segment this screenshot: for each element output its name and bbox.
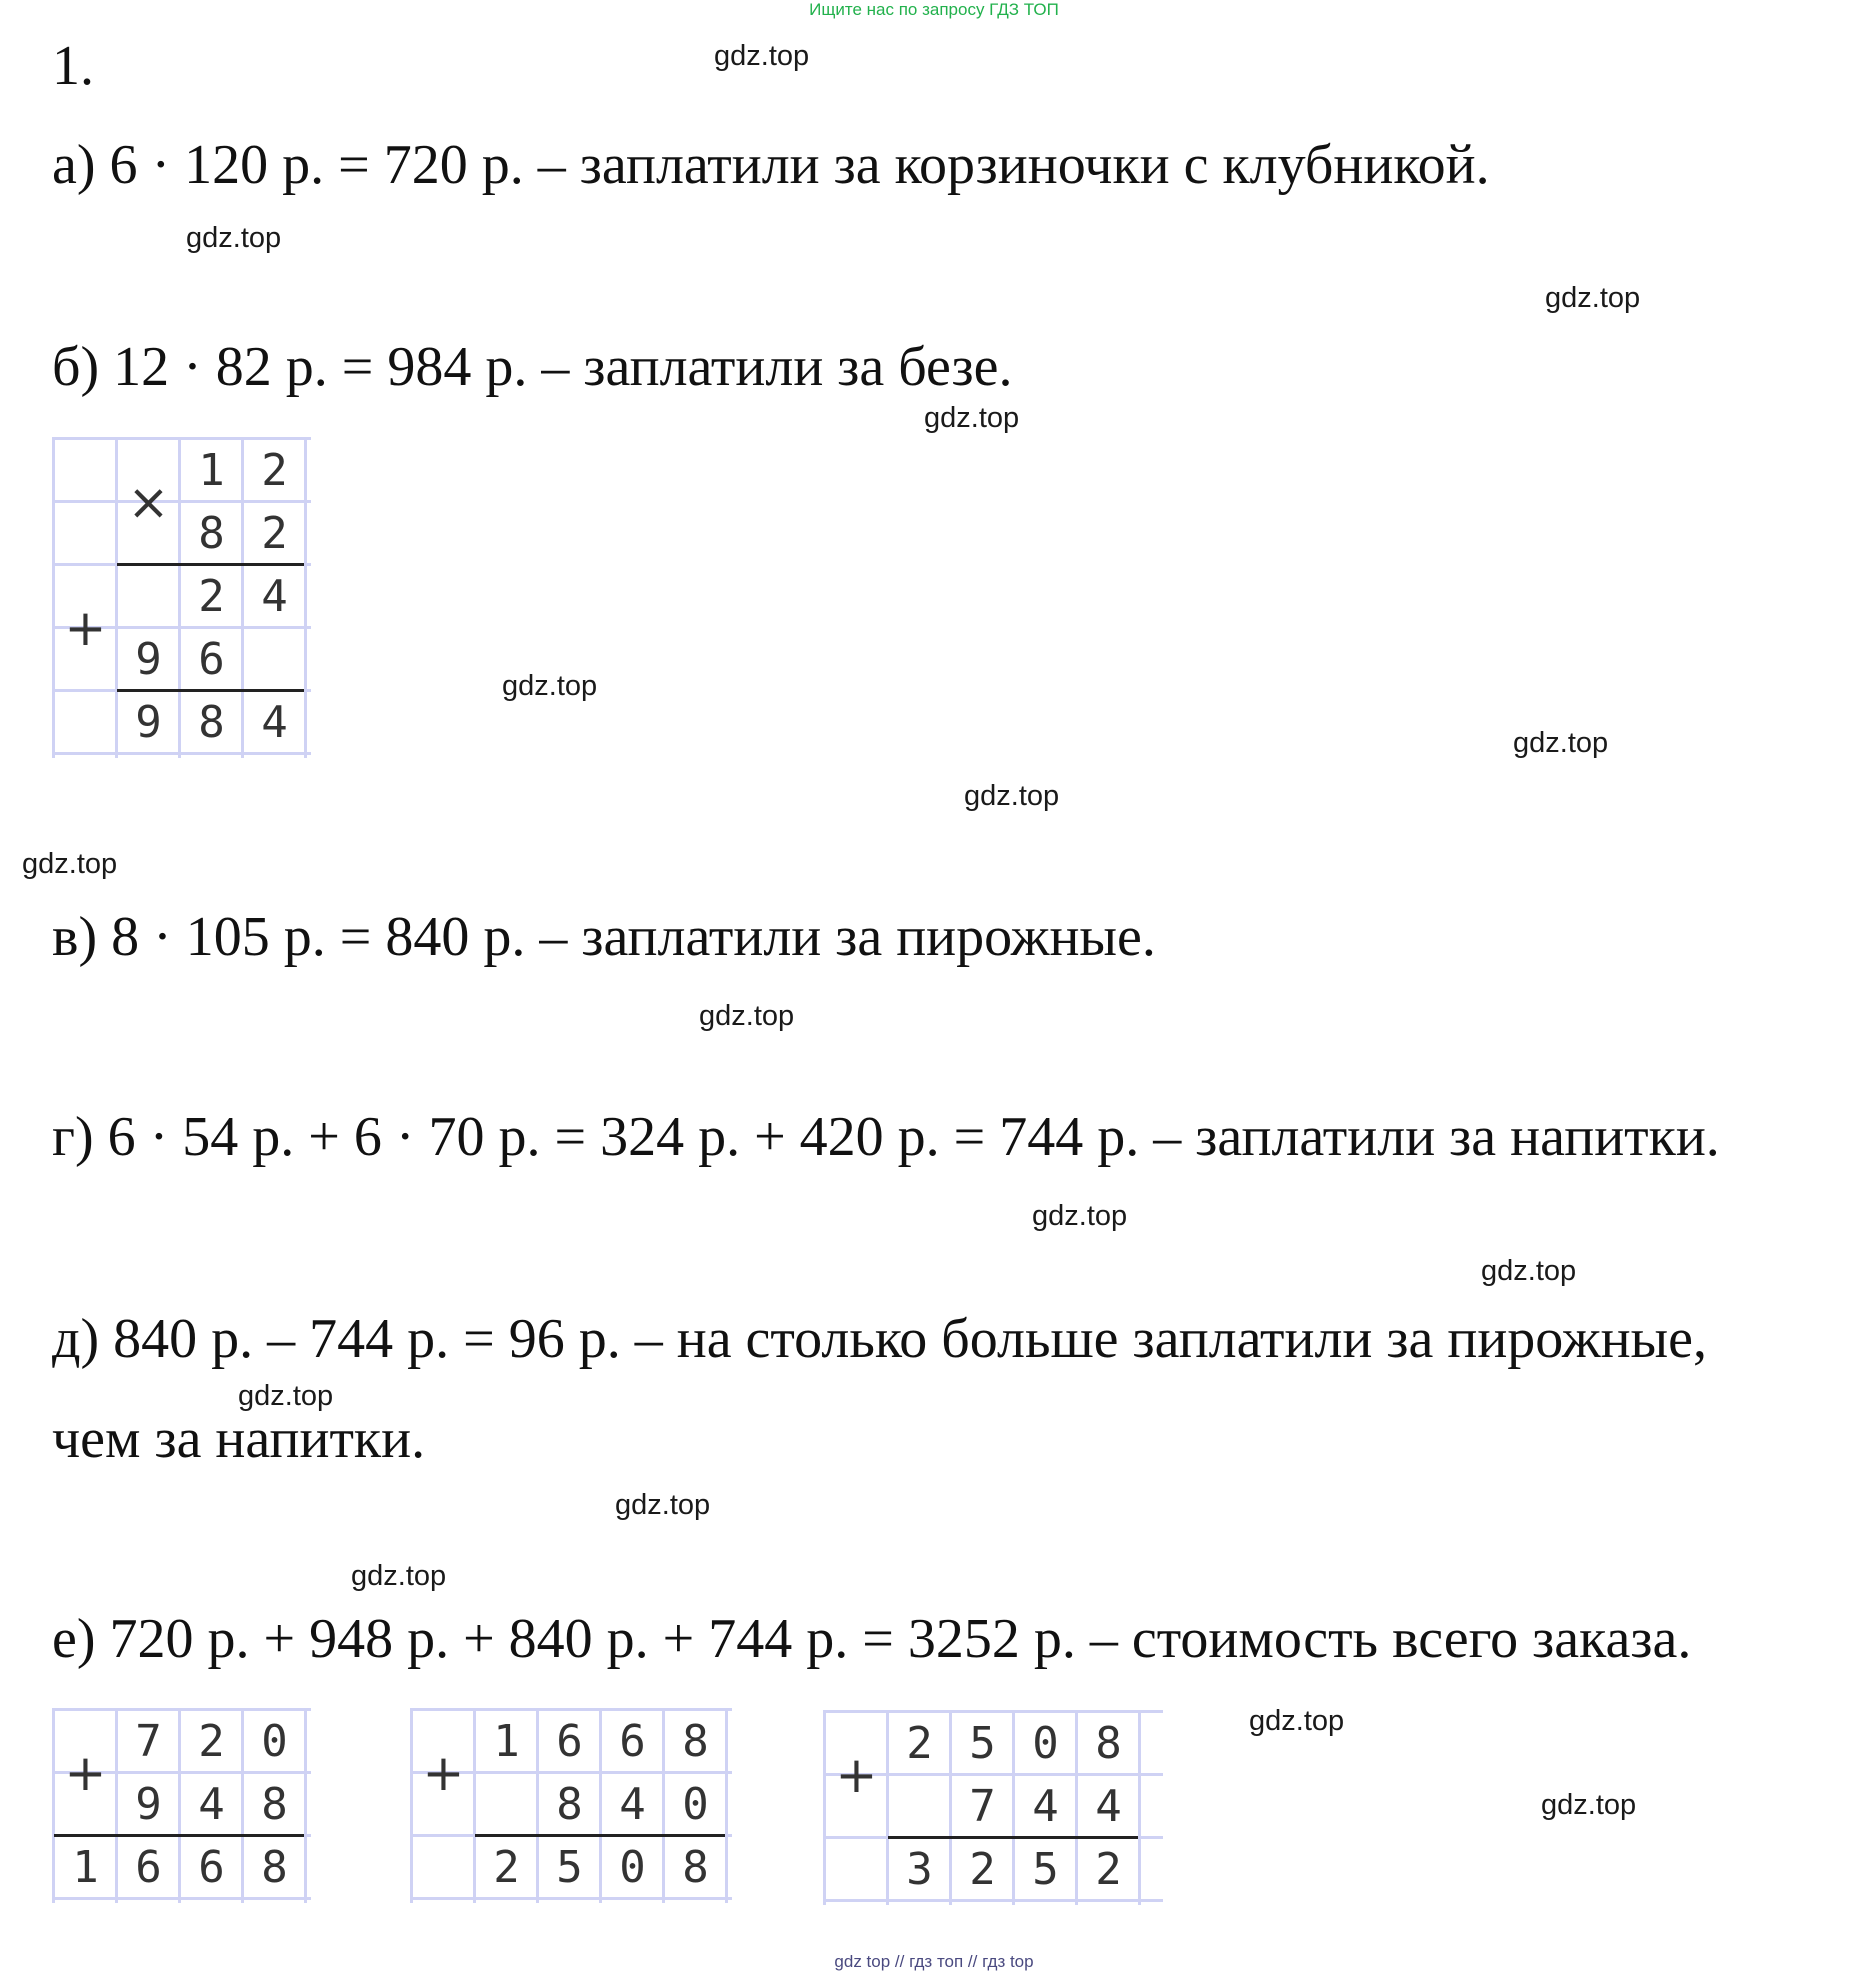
watermark: gdz.top <box>699 1000 795 1032</box>
digit: 9 <box>135 1779 162 1830</box>
digit: 0 <box>261 1716 288 1767</box>
digit: 5 <box>556 1842 583 1893</box>
line-a: а) 6 · 120 р. = 720 р. – заплатили за корзиночки с клубникой. <box>52 134 1490 196</box>
watermark: gdz.top <box>714 40 810 72</box>
digit: 2 <box>969 1844 996 1895</box>
digit: 6 <box>556 1716 583 1767</box>
plus-sign-icon: + <box>64 599 107 657</box>
digit: 8 <box>261 1842 288 1893</box>
digit: 4 <box>1095 1781 1122 1832</box>
digit: 2 <box>198 1716 225 1767</box>
digit: 8 <box>556 1779 583 1830</box>
digit: 8 <box>1095 1718 1122 1769</box>
line-b: б) 12 · 82 р. = 984 р. – заплатили за безе. <box>52 336 1013 398</box>
line-d-part2: чем за напитки. <box>52 1408 426 1470</box>
digit: 2 <box>1095 1844 1122 1895</box>
watermark: gdz.top <box>1513 727 1609 759</box>
digit: 7 <box>969 1781 996 1832</box>
grid-line <box>410 1708 413 1903</box>
digit: 0 <box>619 1842 646 1893</box>
watermark: gdz.top <box>502 670 598 702</box>
digit: 3 <box>906 1844 933 1895</box>
addition-grid-2 <box>410 1708 732 1904</box>
result-line <box>117 689 304 692</box>
digit: 4 <box>261 571 288 622</box>
watermark: gdz.top <box>351 1560 447 1592</box>
line-d-part1: д) 840 р. – 744 р. = 96 р. – на столько больше заплатили за пирожные, <box>52 1308 1708 1370</box>
digit: 2 <box>198 571 225 622</box>
line-e: е) 720 р. + 948 р. + 840 р. + 744 р. = 3252 р. – стоимость всего заказа. <box>52 1608 1692 1670</box>
plus-sign-icon: + <box>422 1744 465 1802</box>
watermark: gdz.top <box>238 1380 334 1412</box>
result-line <box>117 563 304 566</box>
digit: 8 <box>682 1716 709 1767</box>
digit: 5 <box>1032 1844 1059 1895</box>
digit: 8 <box>198 508 225 559</box>
plus-sign-icon: + <box>835 1746 878 1804</box>
watermark: gdz.top <box>615 1489 711 1521</box>
digit: 9 <box>135 697 162 748</box>
addition-grid-1 <box>52 1708 311 1904</box>
digit: 1 <box>493 1716 520 1767</box>
task-number: 1. <box>52 35 94 97</box>
digit: 2 <box>261 508 288 559</box>
digit: 0 <box>682 1779 709 1830</box>
watermark: gdz.top <box>1249 1705 1345 1737</box>
footer: gdz top // гдз топ // гдз top <box>834 1952 1034 1971</box>
digit: 9 <box>135 634 162 685</box>
digit: 1 <box>198 445 225 496</box>
watermark: gdz.top <box>22 848 118 880</box>
digit: 2 <box>493 1842 520 1893</box>
digit: 0 <box>1032 1718 1059 1769</box>
addition-grid-3 <box>823 1710 1163 1906</box>
result-line <box>888 1836 1138 1839</box>
watermark: gdz.top <box>1032 1200 1128 1232</box>
watermark: gdz.top <box>1481 1255 1577 1287</box>
digit: 6 <box>619 1716 646 1767</box>
watermark: gdz.top <box>924 402 1020 434</box>
digit: 4 <box>198 1779 225 1830</box>
digit: 2 <box>261 445 288 496</box>
watermark: gdz.top <box>186 222 282 254</box>
digit: 5 <box>969 1718 996 1769</box>
digit: 6 <box>198 634 225 685</box>
watermark: gdz.top <box>1545 282 1641 314</box>
grid-line <box>823 1710 826 1905</box>
digit: 8 <box>682 1842 709 1893</box>
digit: 2 <box>906 1718 933 1769</box>
promo-header: Ищите нас по запросу ГДЗ ТОП <box>809 0 1059 19</box>
result-line <box>475 1834 725 1837</box>
line-g: г) 6 · 54 р. + 6 · 70 р. = 324 р. + 420 р. = 744 р. – заплатили за напитки. <box>52 1106 1720 1168</box>
digit: 4 <box>619 1779 646 1830</box>
digit: 4 <box>1032 1781 1059 1832</box>
digit: 6 <box>198 1842 225 1893</box>
line-v: в) 8 · 105 р. = 840 р. – заплатили за пирожные. <box>52 906 1156 968</box>
digit: 4 <box>261 697 288 748</box>
digit: 8 <box>261 1779 288 1830</box>
watermark: gdz.top <box>1541 1789 1637 1821</box>
digit: 6 <box>135 1842 162 1893</box>
multiplication-grid <box>52 437 311 761</box>
multiply-sign-icon: × <box>127 473 170 531</box>
digit: 7 <box>135 1716 162 1767</box>
result-line <box>54 1834 304 1837</box>
watermark: gdz.top <box>964 780 1060 812</box>
digit: 8 <box>198 697 225 748</box>
digit: 1 <box>72 1842 99 1893</box>
plus-sign-icon: + <box>64 1744 107 1802</box>
